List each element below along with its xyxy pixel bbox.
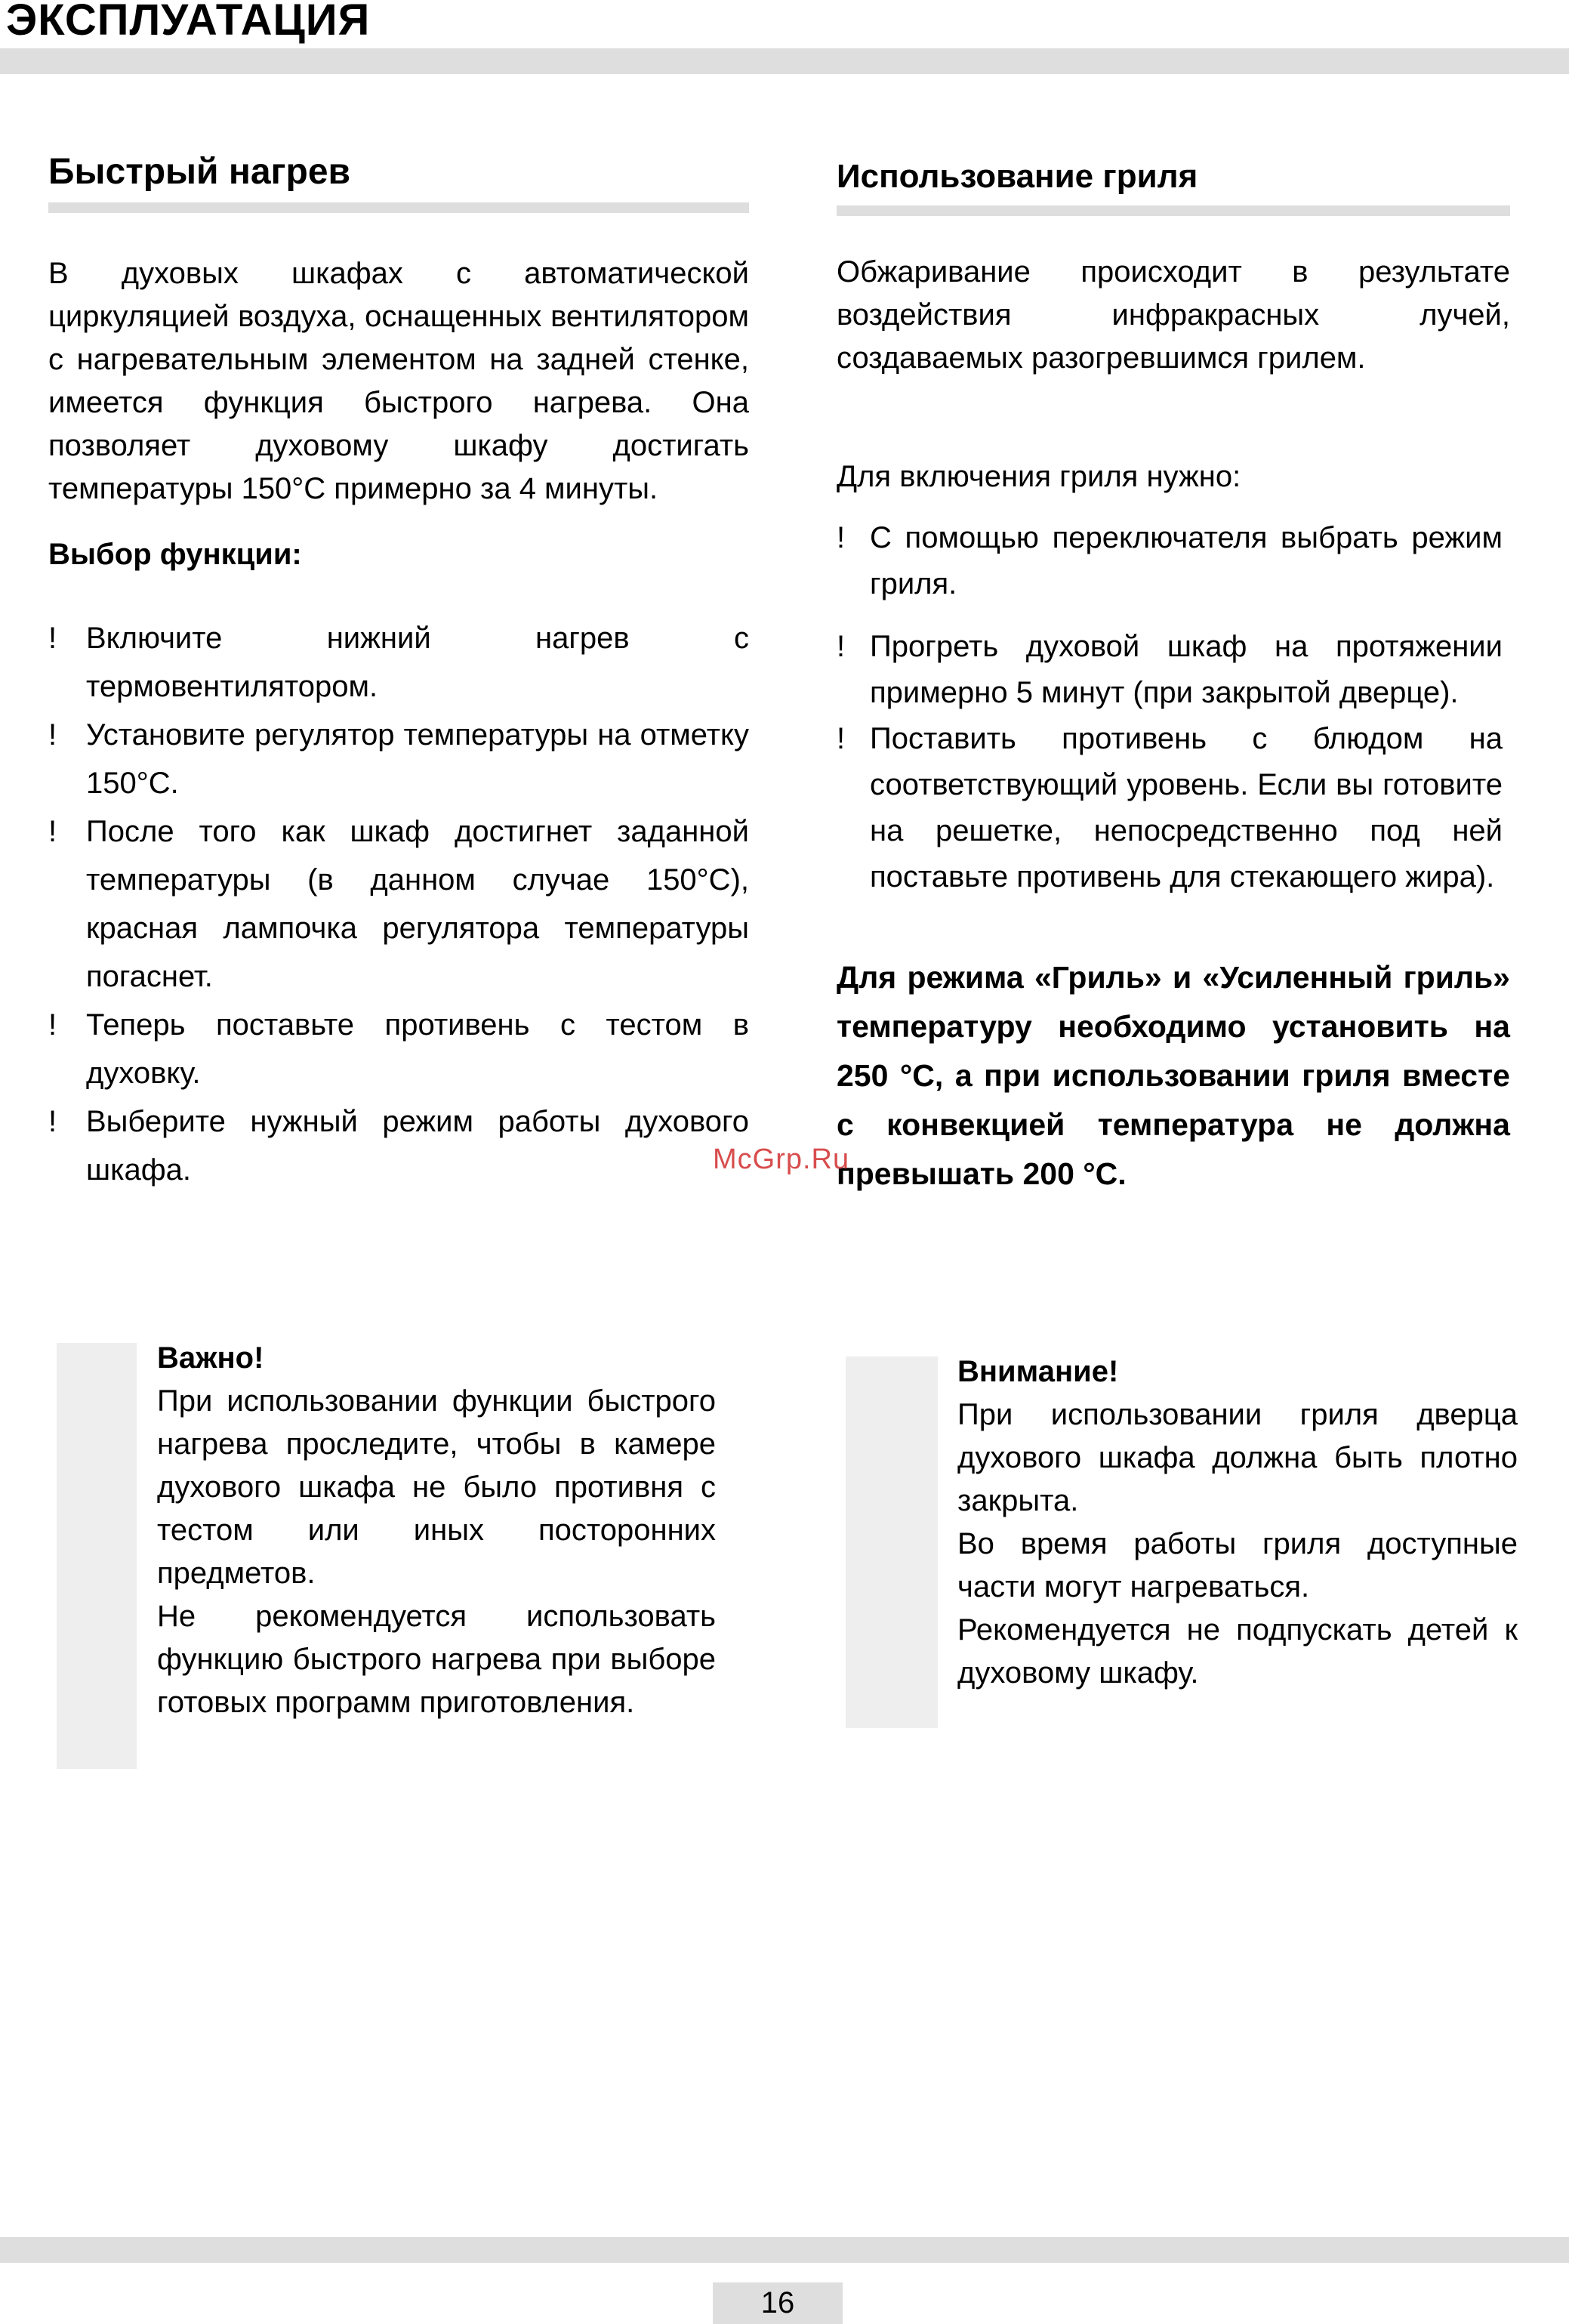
lead-text: Для включения гриля нужно: <box>837 460 1241 493</box>
grill-temperature-warning: Для режима «Гриль» и «Усиленный гриль» температуру необходимо установить на 250 °C, а при использовании гриля вместе с конвекцией температура не должна превышать 200 °C. <box>837 960 1510 1191</box>
note-paragraph: При использовании гриля дверца духового шкафа должна быть плотно закрыта. <box>957 1398 1518 1517</box>
list-item-text: Установите регулятор температуры на отметку 150°C. <box>86 718 749 800</box>
note-title: Важно! <box>157 1341 264 1375</box>
steps-list <box>837 515 1503 900</box>
note-marker-bar <box>57 1343 137 1769</box>
watermark: McGrp.Ru <box>713 1143 850 1175</box>
section-title: Использование гриля <box>837 158 1198 195</box>
intro-paragraph: В духовых шкафах с автоматической циркуляцией воздуха, оснащенных вентилятором с нагревательным элементом на задней стенке, имеется функция быстрого нагрева. Она позволяет духовому шкафу достигать температуры 150°C примерно за 4 минуты. <box>48 257 749 505</box>
list-item-text: Прогреть духовой шкаф на протяжении примерно 5 минут (при закрытой дверце). <box>870 630 1503 709</box>
list-item-text: После того как шкаф достигнет заданной температуры (в данном случае 150°C), красная лампочка регулятора температуры погаснет. <box>86 815 749 993</box>
section-divider <box>837 205 1510 216</box>
note-title: Внимание! <box>957 1355 1119 1388</box>
section-grill-usage <box>837 156 1510 1199</box>
page-number: 16 <box>713 2282 843 2324</box>
note-paragraph: Во время работы гриля доступные части могут нагреваться. <box>957 1527 1518 1603</box>
subheading-function-choice: Выбор функции: <box>48 538 302 571</box>
note-paragraph: При использовании функции быстрого нагрева проследите, чтобы в камере духового шкафа не было противня с тестом или иных посторонних предметов. <box>157 1384 716 1590</box>
list-item <box>837 716 1503 900</box>
list-item-text: Выберите нужный режим работы духового шкафа. <box>86 1105 749 1187</box>
list-item <box>837 515 1503 607</box>
list-item <box>837 624 1503 716</box>
exclamation-mark: ! <box>48 718 57 752</box>
list-item-text: Теперь поставьте противень с тестом в духовку. <box>86 1008 749 1090</box>
list-item <box>48 711 749 807</box>
note-attention <box>957 1350 1518 1695</box>
footer-divider <box>0 2237 1569 2263</box>
section-divider <box>48 202 749 213</box>
page-title: ЭКСПЛУАТАЦИЯ <box>6 0 371 45</box>
list-item-text: Включите нижний нагрев с термовентилятором. <box>86 622 749 703</box>
exclamation-mark: ! <box>837 630 846 663</box>
note-marker-bar <box>846 1356 938 1728</box>
note-paragraph: Рекомендуется не подпускать детей к духовому шкафу. <box>957 1613 1518 1690</box>
exclamation-mark: ! <box>837 722 846 755</box>
note-paragraph: Не рекомендуется использовать функцию быстрого нагрева при выборе готовых программ приготовления. <box>157 1600 716 1719</box>
section-title: Быстрый нагрев <box>48 152 351 192</box>
steps-list <box>48 614 749 1194</box>
list-item <box>48 614 749 711</box>
exclamation-mark: ! <box>48 1105 57 1138</box>
intro-paragraph: Обжаривание происходит в результате воздействия инфракрасных лучей, создаваемых разогревшимся грилем. <box>837 255 1510 375</box>
note-important <box>157 1337 716 1724</box>
exclamation-mark: ! <box>837 521 846 554</box>
exclamation-mark: ! <box>48 622 57 655</box>
exclamation-mark: ! <box>48 815 57 848</box>
header-divider <box>0 48 1569 74</box>
list-item-text: Поставить противень с блюдом на соответствующий уровень. Если вы готовите на решетке, непосредственно под ней поставьте противень для стекающего жира). <box>870 722 1503 893</box>
section-fast-heating <box>48 151 749 1194</box>
list-item <box>48 807 749 1001</box>
list-item-text: С помощью переключателя выбрать режим гриля. <box>870 521 1503 600</box>
list-item <box>48 1097 749 1194</box>
list-item <box>48 1001 749 1097</box>
exclamation-mark: ! <box>48 1008 57 1042</box>
